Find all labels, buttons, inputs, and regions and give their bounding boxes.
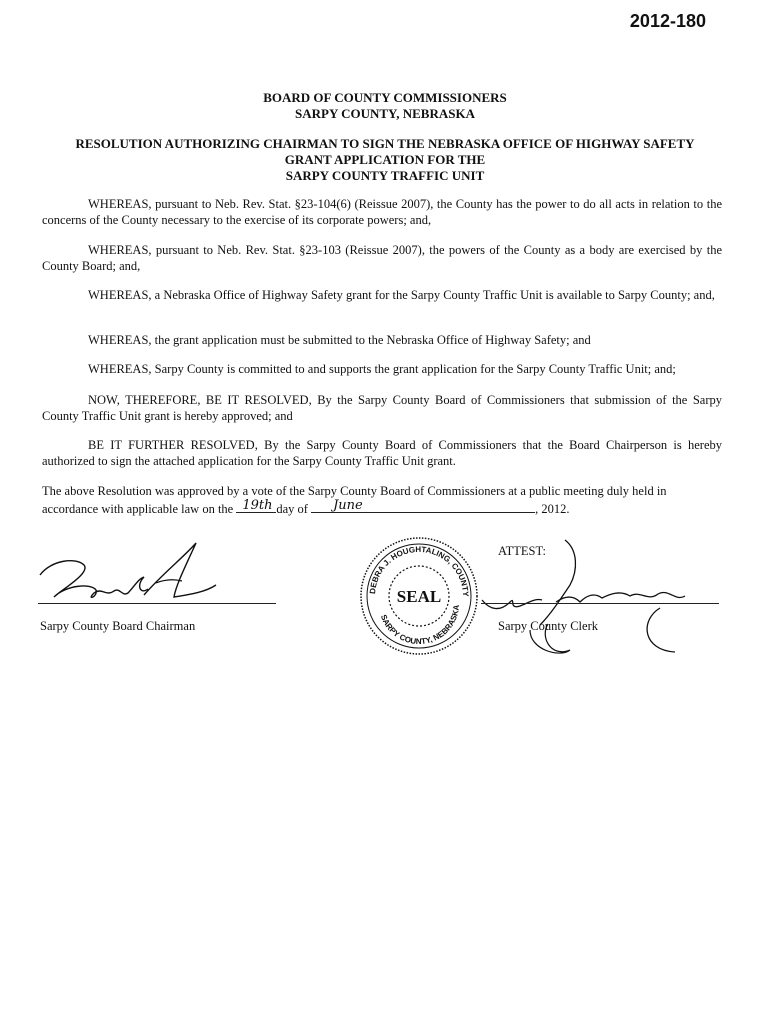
- chairman-signature-line: [38, 603, 276, 604]
- svg-text:SEAL: SEAL: [396, 587, 442, 606]
- approval-statement: [42, 483, 722, 517]
- clerk-signature: [470, 540, 720, 660]
- further-resolved-paragraph: BE IT FURTHER RESOLVED, By the Sarpy County Board of Commissioners that the Board Chairperson is hereby authorized to sign the attached application for the Sarpy County Traffic Unit grant.: [42, 438, 722, 468]
- resolved-paragraph: NOW, THEREFORE, BE IT RESOLVED, By the Sarpy County Board of Commissioners that submission of the Sarpy County Traffic Unit grant is hereby approved; and: [42, 393, 722, 423]
- resolution-title-line3: SARPY COUNTY TRAFFIC UNIT: [285, 168, 485, 183]
- day-blank: [236, 499, 276, 513]
- svg-text:SARPY COUNTY, NEBRASKA: SARPY COUNTY, NEBRASKA: [378, 604, 462, 647]
- whereas-paragraph-3: WHEREAS, a Nebraska Office of Highway Safety grant for the Sarpy County Traffic Unit is available to Sarpy County; and,: [88, 288, 715, 302]
- county-seal: [354, 527, 481, 658]
- whereas-paragraph-1: WHEREAS, pursuant to Neb. Rev. Stat. §23-104(6) (Reissue 2007), the County has the power to do all acts in relation to the concerns of the County necessary to the exercise of its corporate powers; and,: [42, 197, 722, 227]
- month-blank: [311, 499, 535, 513]
- handwritten-month: June: [333, 498, 363, 513]
- approval-line2: accordance with applicable law on the 19th day of June , 2012.: [42, 498, 570, 516]
- chairman-signature: [36, 535, 246, 610]
- whereas-paragraph-2: WHEREAS, pursuant to Neb. Rev. Stat. §23-103 (Reissue 2007), the powers of the County as a body are exercised by the County Board; and,: [42, 243, 722, 273]
- clerk-label: Sarpy County Clerk: [498, 619, 598, 633]
- document-number: 2012-180: [629, 11, 706, 31]
- resolution-title-line1: RESOLUTION AUTHORIZING CHAIRMAN TO SIGN THE NEBRASKA OFFICE OF HIGHWAY SAFETY: [75, 136, 695, 151]
- svg-text:DEBRA J. HOUGHTALING, COUNTY C: DEBRA J. HOUGHTALING, COUNTY CLERK: [354, 527, 471, 597]
- header-board: BOARD OF COUNTY COMMISSIONERS: [263, 90, 507, 105]
- attest-label: ATTEST:: [498, 544, 546, 558]
- whereas-paragraph-4: WHEREAS, the grant application must be submitted to the Nebraska Office of Highway Safety; and: [88, 333, 591, 347]
- header-county: SARPY COUNTY, NEBRASKA: [295, 106, 475, 121]
- whereas-paragraph-5: WHEREAS, Sarpy County is committed to and supports the grant application for the Sarpy County Traffic Unit; and;: [88, 362, 676, 376]
- approval-line1: The above Resolution was approved by a vote of the Sarpy County Board of Commissioners at a public meeting duly held in: [42, 484, 667, 498]
- clerk-signature-line: [481, 603, 719, 604]
- resolution-title-line2: GRANT APPLICATION FOR THE: [284, 152, 486, 167]
- chairman-label: Sarpy County Board Chairman: [40, 619, 196, 633]
- handwritten-day: 19th: [242, 498, 273, 513]
